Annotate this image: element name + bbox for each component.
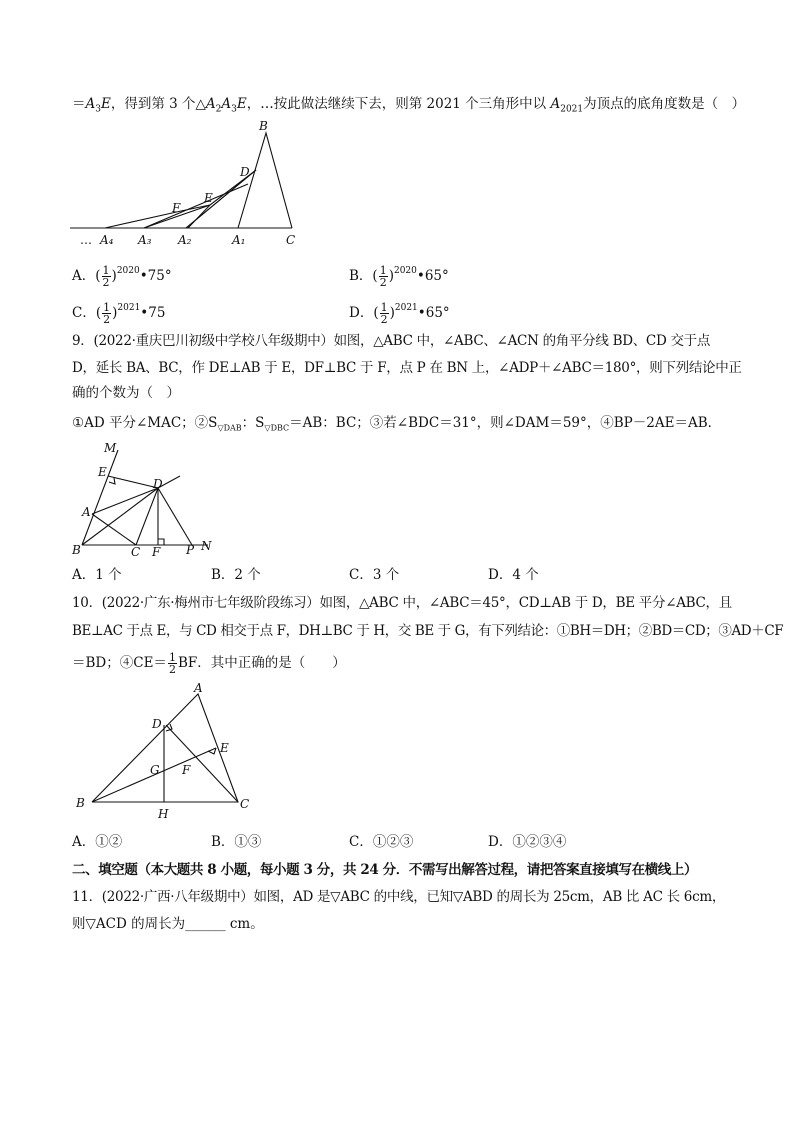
q9-label-N: N	[201, 539, 212, 553]
q9-option-a[interactable]: A．1 个	[72, 567, 122, 583]
q9-label-A: A	[82, 505, 91, 519]
q9-option-b[interactable]: B．2 个	[211, 567, 261, 583]
q11-stem-line-1: 11．(2022·广西·八年级期中）如图，AD 是▽ABC 的中线，已知▽ABD 的周长为 25cm，AB 比 AC 长 6cm，	[72, 889, 726, 905]
q9-stem-line-1: 9．(2022·重庆巴川初级中学校八年级期中）如图，△ABC 中，∠ABC、∠ACN 的角平分线 BD、CD 交于点	[72, 333, 711, 349]
q8-option-a[interactable]: A．( $\frac{1}{2}$ )$^{2020}$•75°	[72, 264, 172, 289]
q8-label-A2: A₂	[178, 233, 192, 247]
q8-label-A3: A₃	[138, 233, 152, 247]
q8-label-A4: A₄	[100, 233, 114, 247]
q9-figure	[70, 438, 230, 558]
q9-label-F: F	[152, 545, 161, 559]
q10-stem-line-1: 10．(2022·广东·梅州市七年级阶段练习）如图，△ABC 中，∠ABC＝45°，CD⊥AB 于 D，BE 平分∠ABC，且	[72, 595, 732, 611]
q10-label-B: B	[76, 796, 85, 810]
q10-stem-line-3: ＝BD；④CE＝ $\frac{1}{2}$ BF．其中正确的是（ ）	[72, 651, 346, 676]
q8-label-C: C	[286, 233, 296, 247]
q10-label-A: A	[194, 681, 203, 695]
q10-label-C: C	[240, 797, 250, 811]
q11-stem-line-2: 则▽ACD 的周长为______ cm。	[72, 916, 264, 932]
q8-figure	[70, 118, 310, 253]
q10-label-H: H	[158, 807, 169, 821]
q9-label-P: P	[186, 543, 195, 557]
q9-stem-line-3: 确的个数为（ ）	[72, 385, 180, 401]
q10-option-a[interactable]: A．①②	[72, 834, 123, 850]
q9-option-c[interactable]: C．3 个	[349, 567, 400, 583]
q9-option-d[interactable]: D．4 个	[488, 567, 539, 583]
q8-label-E: E	[204, 191, 213, 205]
q10-option-d[interactable]: D．①②③④	[488, 834, 567, 850]
q10-option-b[interactable]: B．①③	[211, 834, 262, 850]
q8-stem-line: $=A_3E$，得到第 3 个$\triangle A_2A_3E$，…按此做法继续下去，则第 2021 个三角形中以 $A_{2021}$为顶点的底角度数是（ ）	[72, 96, 746, 115]
q10-label-D: D	[152, 717, 162, 731]
q9-conclusions: ①AD 平分∠MAC；$②S_{▽DAB}$：$S_{▽DBC}=AB$：BC；③若∠BDC＝31°，则∠DAM＝59°，④BP－2AE＝AB．	[72, 415, 722, 433]
q10-stem-line-2: BE⊥AC 于点 E，与 CD 相交于点 F，DH⊥BC 于 H，交 BE 于 G，有下列结论：①BH＝DH；②BD＝CD；③AD＋CF	[72, 623, 784, 639]
q9-label-C: C	[131, 545, 141, 559]
q8-label-F: F	[172, 201, 181, 215]
q10-label-E: E	[220, 741, 229, 755]
q9-label-M: M	[104, 441, 117, 455]
q9-label-D: D	[153, 477, 163, 491]
q10-label-G: G	[150, 763, 160, 777]
q9-stem-line-2: D，延长 BA、BC，作 DE⊥AB 于 E，DF⊥BC 于 F，点 P 在 BN 上，∠ADP＋∠ABC＝180°，则下列结论中正	[72, 360, 742, 376]
q9-label-B: B	[72, 543, 81, 557]
q8-option-c[interactable]: C．( $\frac{1}{2}$ )$^{2021}$•75	[72, 301, 166, 326]
q8-option-b[interactable]: B．( $\frac{1}{2}$ )$^{2020}$•65°	[349, 264, 449, 289]
section-2-heading: 二、填空题（本大题共 8 小题，每小题 3 分，共 24 分．不需写出解答过程，请把答案直接填写在横线上）	[72, 862, 698, 878]
q10-option-c[interactable]: C．①②③	[349, 834, 414, 850]
q8-label-A1: A₁	[232, 233, 246, 247]
q8-label-dots: …	[80, 233, 92, 247]
q8-label-B: B	[259, 119, 268, 133]
q8-label-D: D	[240, 165, 250, 179]
q8-option-d[interactable]: D．( $\frac{1}{2}$ )$^{2021}$•65°	[349, 301, 450, 326]
q10-figure	[72, 680, 262, 825]
q10-label-F: F	[182, 763, 191, 777]
q9-label-E: E	[98, 465, 107, 479]
